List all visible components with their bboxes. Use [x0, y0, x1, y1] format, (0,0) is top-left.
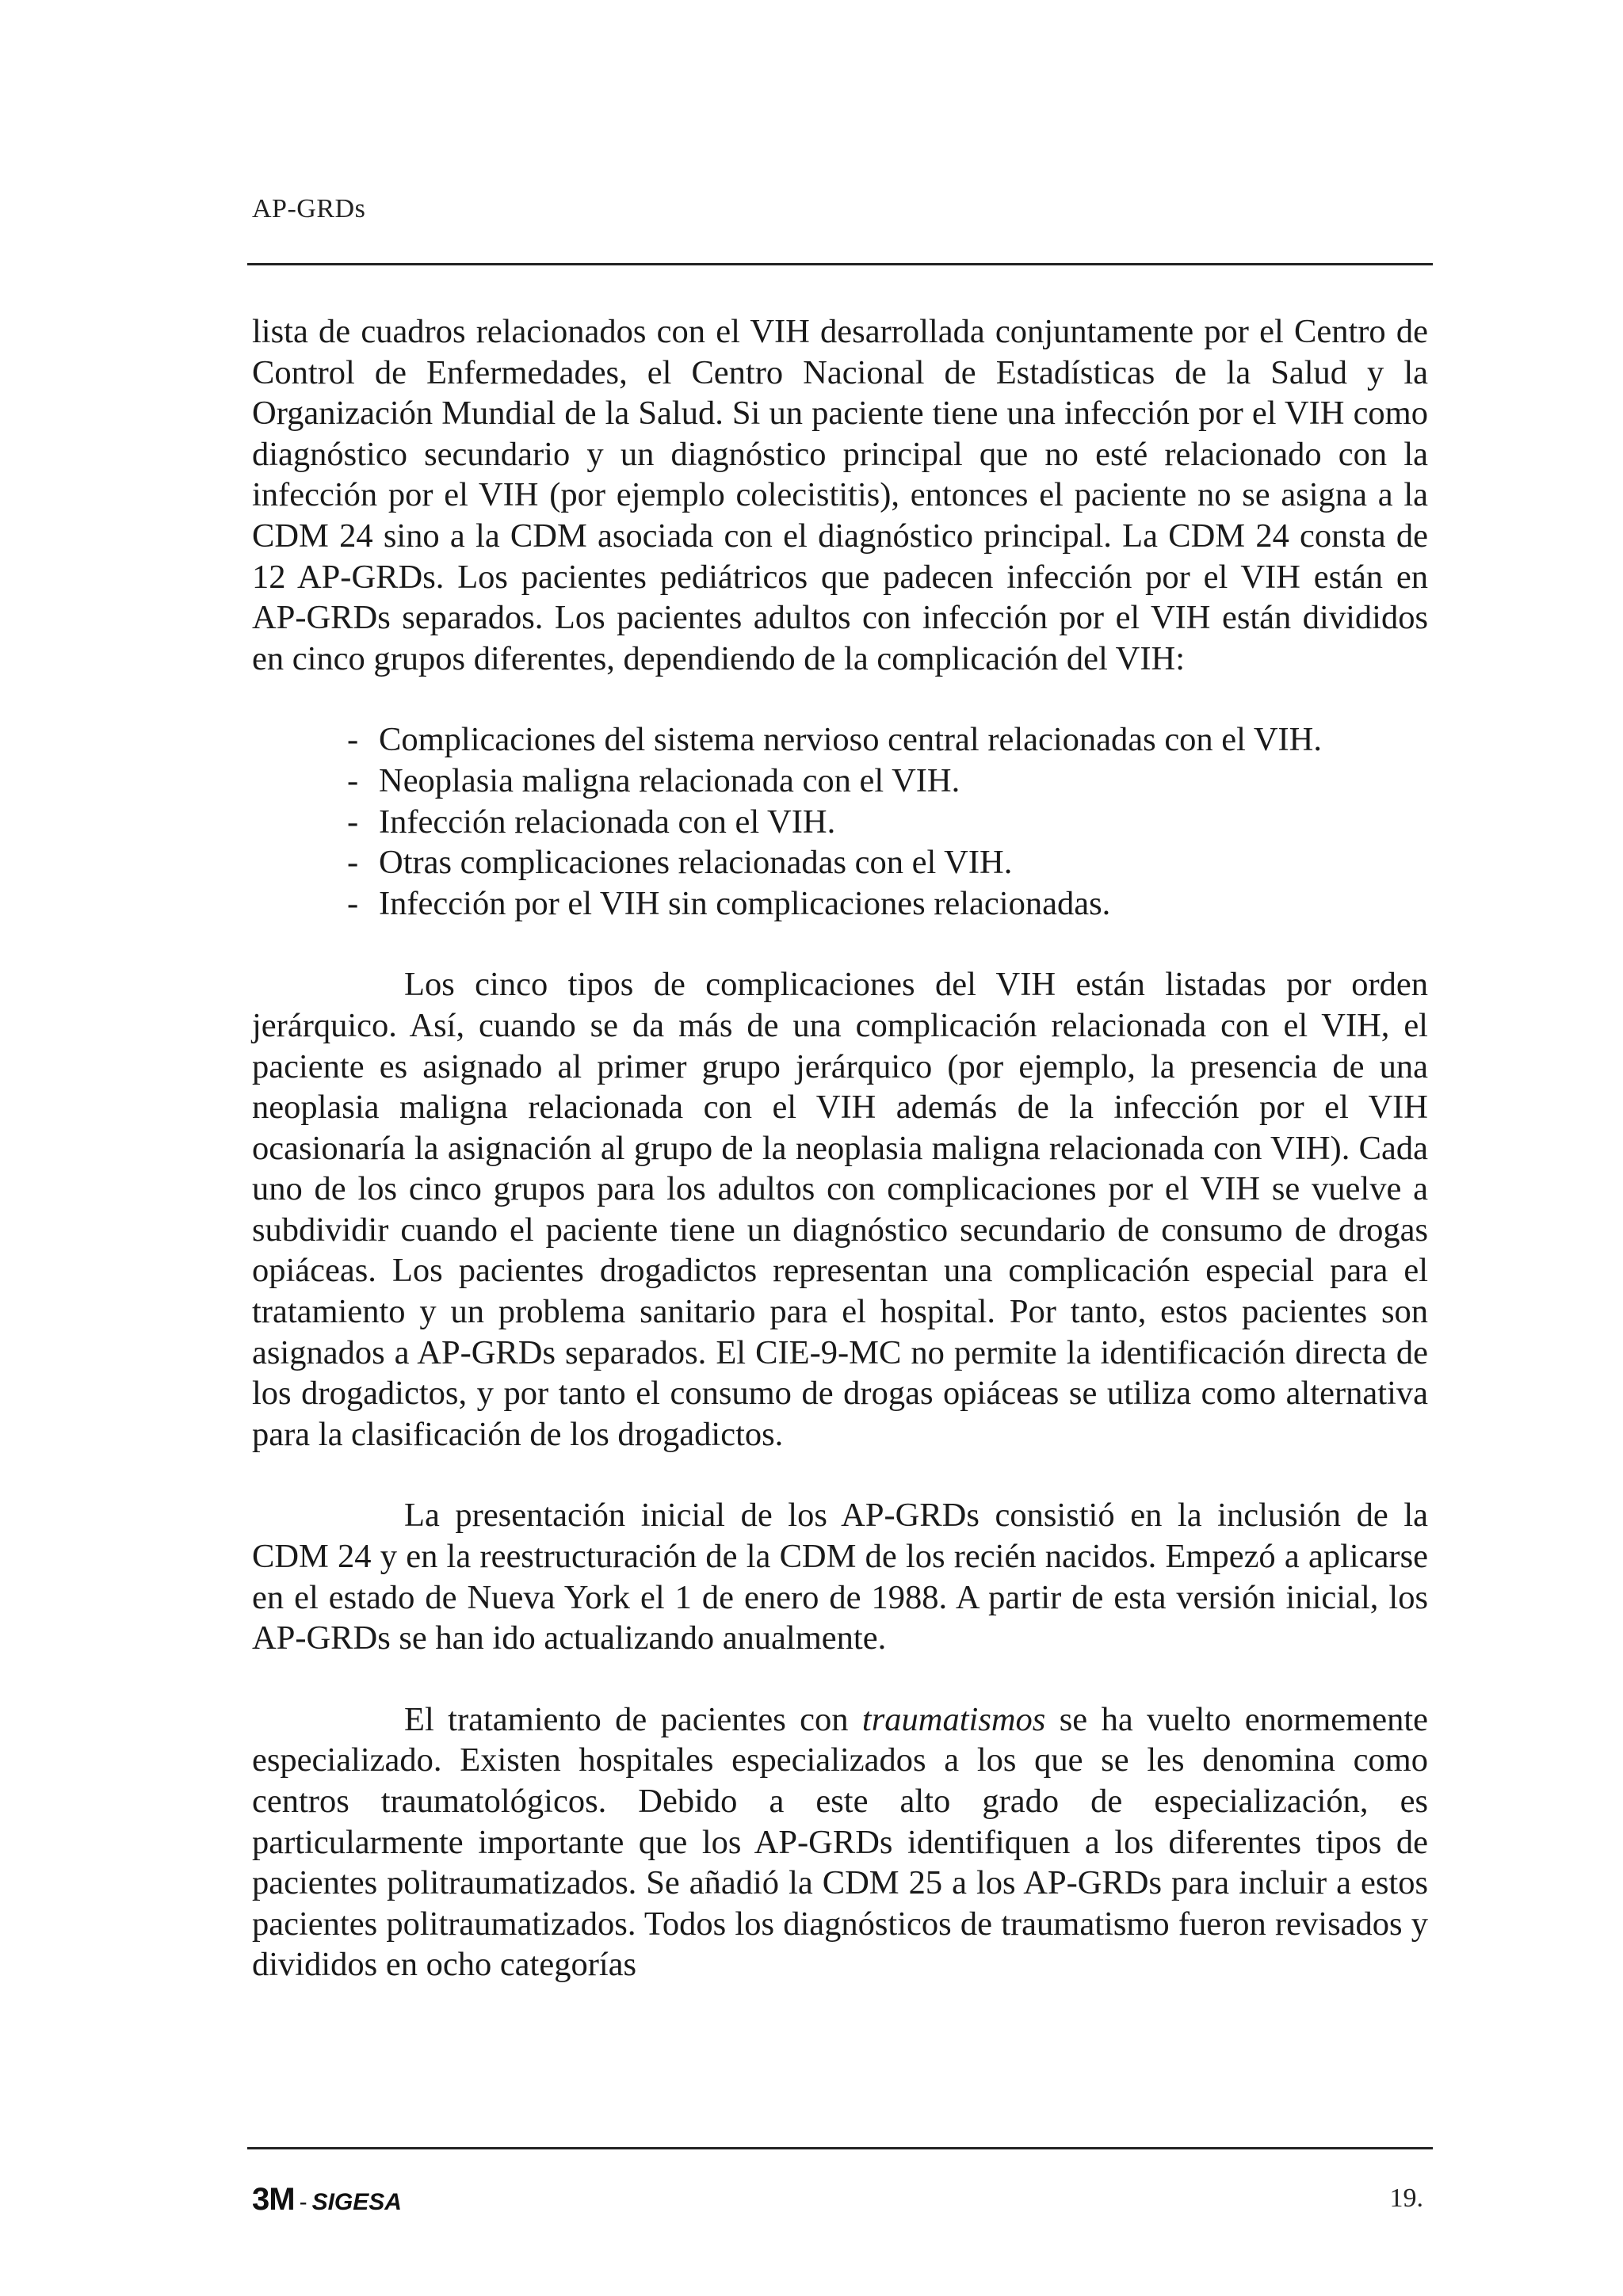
paragraph-4-start: El tratamiento de pacientes con — [404, 1700, 862, 1738]
list-item — [347, 842, 1428, 883]
paragraph-gap — [252, 1455, 1428, 1495]
bullet-list — [252, 719, 1428, 924]
list-item — [347, 883, 1428, 925]
logo-separator: - — [299, 2189, 307, 2215]
paragraph-gap — [252, 1659, 1428, 1699]
list-item-text: Otras complicaciones relacionadas con el VIH. — [379, 844, 1013, 882]
bullet-marker: - — [347, 803, 359, 841]
list-item — [347, 802, 1428, 843]
paragraph-4-end: se ha vuelto enormemente especializado. Existen hospitales especializados a los que se les denomina como centros traumatológicos. Debido a este alto grado de especialización, es particularmente importante que los AP-GRDs identifiquen a los diferentes tipos de pacientes politraumatizados. Se añadió la CDM 25 a los AP-GRDs para incluir a estos pacientes politraumatizados. Todos los diagnósticos de traumatismo fueron revisados y divididos en ocho categorías — [252, 1700, 1429, 1984]
running-header: AP-GRDs — [252, 194, 366, 223]
list-item-text: Infección por el VIH sin complicaciones relacionadas. — [379, 884, 1111, 922]
list-item-text: Neoplasia maligna relacionada con el VIH. — [379, 761, 960, 799]
logo-sigesa: SIGESA — [311, 2189, 402, 2215]
paragraph-4 — [252, 1699, 1428, 1985]
bullet-marker: - — [347, 884, 359, 922]
list-item — [347, 761, 1428, 802]
page-number: 19. — [1389, 2183, 1423, 2213]
paragraph-2: Los cinco tipos de complicaciones del VIH están listadas por orden jerárquico. Así, cuando se da más de una complicación relacionada con el VIH, el paciente es asignado al primer grupo jerárquico (por ejemplo, la presencia de una neoplasia maligna relacionada con el VIH además de la infección por el VIH ocasionaría la asignación al grupo de la neoplasia maligna relacionada con VIH). Cada uno de los cinco grupos para los adultos con complicaciones por el VIH se vuelve a subdividir cuando el paciente tiene un diagnóstico secundario de consumo de drogas opiáceas. Los pacientes drogadictos representan una complicación especial para el tratamiento y un problema sanitario para el hospital. Por tanto, estos pacientes son asignados a AP-GRDs separados. El CIE-9-MC no permite la identificación directa de los drogadictos, y por tanto el consumo de drogas opiáceas se utiliza como alternativa para la clasificación de los drogadictos. — [252, 966, 1428, 1453]
paragraph-3: La presentación inicial de los AP-GRDs consistió en la inclusión de la CDM 24 y en la reestructuración de la CDM de los recién nacidos. Empezó a aplicarse en el estado de Nueva York el 1 de enero de 1988. A partir de esta versión inicial, los AP-GRDs se han ido actualizando anualmente. — [252, 1497, 1428, 1657]
bullet-marker: - — [347, 721, 359, 759]
paragraph-gap — [252, 679, 1428, 719]
logo-3m: 3M — [252, 2182, 295, 2217]
body-text — [252, 311, 1428, 1985]
header-rule — [247, 263, 1433, 265]
list-item-text: Complicaciones del sistema nervioso central relacionadas con el VIH. — [379, 721, 1322, 759]
footer-rule — [247, 2147, 1433, 2149]
list-item — [347, 719, 1428, 761]
paragraph-1: lista de cuadros relacionados con el VIH desarrollada conjuntamente por el Centro de Control de Enfermedades, el Centro Nacional de Estadísticas de la Salud y la Organización Mundial de la Salud. Si un paciente tiene una infección por el VIH como diagnóstico secundario y un diagnóstico principal que no esté relacionado con la infección por el VIH (por ejemplo colecistitis), entonces el paciente no se asigna a la CDM 24 sino a la CDM asociada con el diagnóstico principal. La CDM 24 consta de 12 AP-GRDs. Los pacientes pediátricos que padecen infección por el VIH están en AP-GRDs separados. Los pacientes adultos con infección por el VIH están divididos en cinco grupos diferentes, dependiendo de la complicación del VIH: — [252, 313, 1428, 677]
footer-logo — [252, 2182, 402, 2218]
list-item-text: Infección relacionada con el VIH. — [379, 803, 836, 841]
emphasis-traumatismos: traumatismos — [861, 1700, 1046, 1738]
bullet-marker: - — [347, 761, 359, 799]
paragraph-gap — [252, 924, 1428, 964]
bullet-marker: - — [347, 844, 359, 882]
